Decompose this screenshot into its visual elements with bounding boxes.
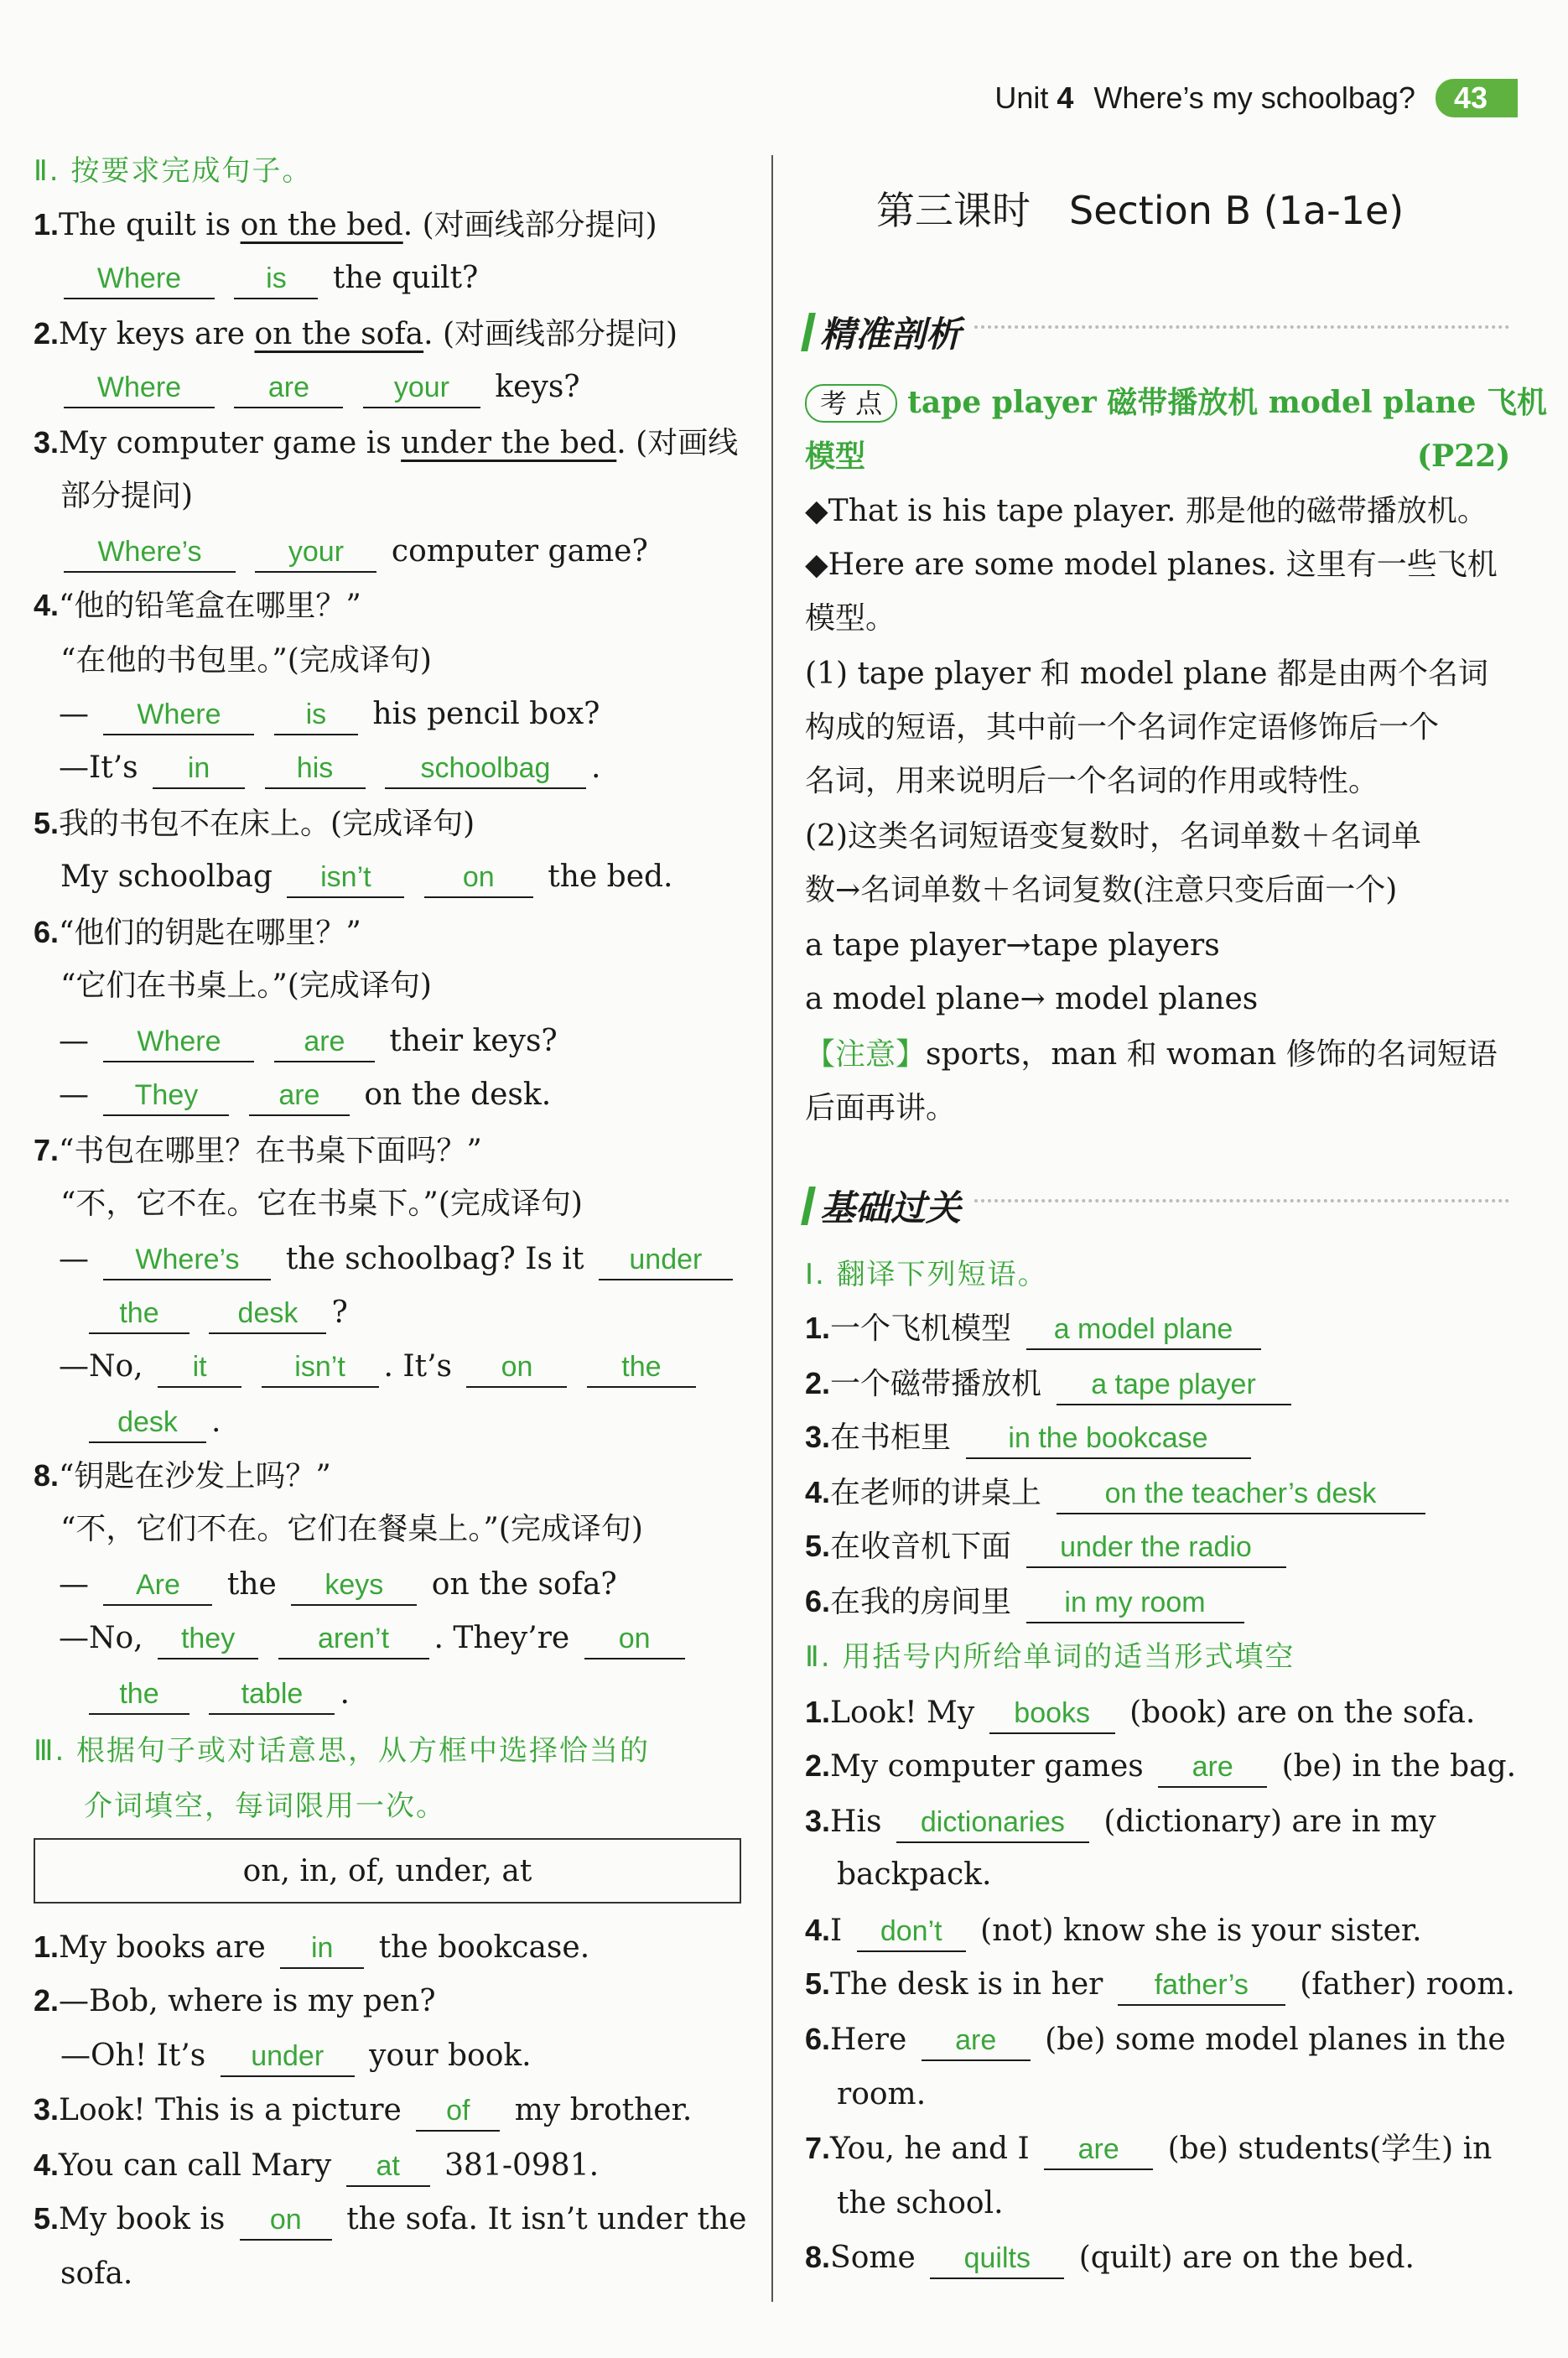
key-point-ref: (P22) <box>1417 439 1511 474</box>
band-label: 基础过关 <box>820 1187 962 1228</box>
blank[interactable]: books <box>989 1694 1115 1734</box>
blank[interactable]: is <box>274 695 358 735</box>
blank[interactable]: desk <box>209 1294 326 1334</box>
unit-label: Unit 4 <box>994 81 1074 115</box>
fill-7: 7.You, he and I are (be) students(学生) in <box>805 2127 1492 2171</box>
blank[interactable]: are <box>249 1076 350 1116</box>
answer-8a: — Are the keys on the sofa? <box>59 1563 617 1607</box>
blank[interactable]: it <box>158 1348 241 1388</box>
fill-1: 1.Look! My books (book) are on the sofa. <box>805 1691 1475 1735</box>
question-5: 5.我的书包不在床上。(完成译句) <box>34 806 475 841</box>
blank[interactable]: a tape player <box>1057 1365 1291 1405</box>
blank[interactable]: in <box>153 749 245 789</box>
band-dots <box>974 325 1509 339</box>
preposition-5b: sofa. <box>60 2257 133 2291</box>
page-header <box>994 77 1518 119</box>
band-label: 精准剖析 <box>820 314 962 355</box>
answer-8c: the table . <box>84 1672 350 1716</box>
page-number: 43 <box>1436 79 1518 117</box>
fill-3-cont: backpack. <box>837 1857 992 1892</box>
question-3: 3.My computer game is under the bed. (对画线 <box>34 425 739 460</box>
blank[interactable]: at <box>346 2147 430 2187</box>
note-1b: 构成的短语，其中前一个名词作定语修饰后一个 <box>805 710 1440 745</box>
answer-3: Where’s your computer game? <box>59 530 648 574</box>
blank[interactable]: aren’t <box>278 1619 429 1659</box>
example-plural-2: a model plane→ model planes <box>805 982 1259 1016</box>
fill-2: 2.My computer games are (be) in the bag. <box>805 1744 1516 1789</box>
blank[interactable]: a model plane <box>1026 1310 1261 1350</box>
note-1: (1) tape player 和 model plane 都是由两个名词 <box>805 657 1488 691</box>
answer-5: My schoolbag isn’t on the bed. <box>60 855 673 899</box>
fill-6-cont: room. <box>837 2077 927 2111</box>
blank[interactable]: isn’t <box>287 858 404 898</box>
fill-7-cont: the school. <box>837 2186 1004 2220</box>
blank[interactable]: Where <box>64 368 215 408</box>
answer-7b: the desk ? <box>84 1291 348 1335</box>
blank[interactable]: Where’s <box>103 1240 271 1280</box>
blank[interactable]: under <box>599 1240 733 1280</box>
example-2-cont: 模型。 <box>805 601 896 636</box>
attention-note-cont: 后面再讲。 <box>805 1091 957 1125</box>
blank[interactable]: are <box>922 2021 1031 2061</box>
note-1c: 名词，用来说明后一个名词的作用或特性。 <box>805 764 1379 798</box>
preposition-3: 3.Look! This is a picture of my brother. <box>34 2088 692 2132</box>
blank[interactable]: on <box>584 1619 685 1659</box>
blank[interactable]: dictionaries <box>896 1803 1089 1843</box>
blank[interactable]: table <box>209 1675 335 1715</box>
section-heading: Ⅱ. 按要求完成句子。 <box>34 154 313 188</box>
fill-5: 5.The desk is in her father’s (father) room. <box>805 1962 1515 2007</box>
blank[interactable]: the <box>89 1294 190 1334</box>
blank[interactable]: Where’s <box>64 532 236 573</box>
blank[interactable]: is <box>234 259 318 299</box>
blank[interactable]: They <box>103 1076 229 1116</box>
translate-6: 6.在我的房间里 in my room <box>805 1580 1249 1624</box>
preposition-4: 4.You can call Mary at 381-0981. <box>34 2143 599 2188</box>
fill-6: 6.Here are (be) some model planes in the <box>805 2018 1506 2062</box>
blank[interactable]: the <box>89 1675 190 1715</box>
answer-8b: —No, they aren’t . They’re on <box>59 1617 690 1660</box>
preposition-2: 2.—Bob, where is my pen? <box>34 1983 436 2018</box>
blank[interactable]: father’s <box>1118 1966 1285 2006</box>
answer-6a: — Where are their keys? <box>59 1020 558 1063</box>
translate-3: 3.在书柜里 in the bookcase <box>805 1415 1256 1460</box>
blank[interactable]: are <box>234 368 343 408</box>
blank[interactable]: on the teacher’s desk <box>1057 1474 1425 1514</box>
translate-5: 5.在收音机下面 under the radio <box>805 1524 1291 1569</box>
answer-4a: — Where is his pencil box? <box>59 693 600 736</box>
preposition-2b: —Oh! It’s under your book. <box>60 2034 532 2078</box>
band-analysis <box>805 309 1509 356</box>
question-6b: “它们在书桌上。”(完成译句) <box>60 969 432 1003</box>
answer-7c: —No, it isn’t . It’s on the <box>59 1345 701 1389</box>
translate-1: 1.一个飞机模型 a model plane <box>805 1306 1266 1351</box>
answer-6b: — They are on the desk. <box>59 1073 551 1117</box>
word-box: on, in, of, under, at <box>34 1838 741 1904</box>
question-7b: “不，它不在。它在书桌下。”(完成译句) <box>60 1187 583 1221</box>
answer-4b: —It’s in his schoolbag . <box>59 746 600 790</box>
blank[interactable]: under the radio <box>1026 1528 1286 1568</box>
answer-7a: — Where’s the schoolbag? Is it under <box>59 1238 738 1281</box>
question-6: 6.“他们的钥匙在哪里？” <box>34 915 361 950</box>
blank[interactable]: are <box>1158 1748 1267 1788</box>
question-8: 8.“钥匙在沙发上吗？” <box>34 1458 331 1493</box>
blank[interactable]: in my room <box>1026 1583 1244 1623</box>
blank[interactable]: in <box>280 1929 364 1969</box>
question-7: 7.“书包在哪里？在书桌下面吗？” <box>34 1133 482 1168</box>
blank[interactable]: your <box>255 532 376 573</box>
blank[interactable]: are <box>274 1022 375 1062</box>
blank[interactable]: isn’t <box>262 1348 379 1388</box>
blank[interactable]: are <box>1044 2130 1153 2170</box>
section-heading: Ⅲ. 根据句子或对话意思，从方框中选择恰当的 <box>34 1734 651 1768</box>
preposition-1: 1.My books are in the bookcase. <box>34 1925 589 1970</box>
lesson-title: 第三课时 Section B (1a-1e) <box>876 188 1404 233</box>
blank[interactable]: they <box>158 1619 258 1659</box>
blank[interactable]: Are <box>103 1566 212 1606</box>
band-dots <box>974 1199 1509 1213</box>
translate-2: 2.一个磁带播放机 a tape player <box>805 1362 1296 1406</box>
fill-3: 3.His dictionaries (dictionary) are in my <box>805 1800 1436 1844</box>
translate-4: 4.在老师的讲桌上 on the teacher’s desk <box>805 1471 1430 1515</box>
blank[interactable]: on <box>240 2200 332 2241</box>
answer-2: Where are your keys? <box>59 366 580 409</box>
fill-4: 4.I don’t (not) know she is your sister. <box>805 1909 1422 1953</box>
blank[interactable]: schoolbag <box>385 749 586 789</box>
section-heading: Ⅰ. 翻译下列短语。 <box>805 1258 1048 1291</box>
unit-title: Where’s my schoolbag? <box>1093 81 1415 115</box>
key-point-tag: 考 点 <box>805 384 897 423</box>
question-1: 1.The quilt is on the bed. (对画线部分提问) <box>34 207 657 242</box>
band-bar <box>801 313 816 351</box>
blank[interactable]: desk <box>89 1403 206 1443</box>
blank[interactable]: keys <box>291 1566 417 1606</box>
answer-7d: desk . <box>84 1400 221 1444</box>
blank[interactable]: Where <box>103 695 254 735</box>
question-4b: “在他的书包里。”(完成译句) <box>60 643 432 678</box>
blank[interactable]: on <box>466 1348 567 1388</box>
column-divider <box>771 155 773 2302</box>
question-3-cont: 部分提问) <box>60 479 194 513</box>
preposition-5: 5.My book is on the sofa. It isn’t under the <box>34 2197 746 2241</box>
blank[interactable]: his <box>265 749 366 789</box>
blank[interactable]: under <box>221 2037 355 2077</box>
blank[interactable]: your <box>363 368 480 408</box>
section-heading-cont: 介词填空，每词限用一次。 <box>84 1789 446 1823</box>
fill-8: 8.Some quilts (quilt) are on the bed. <box>805 2236 1415 2280</box>
question-2: 2.My keys are on the sofa. (对画线部分提问) <box>34 316 678 351</box>
example-2: ◆Here are some model planes. 这里有一些飞机 <box>805 548 1498 582</box>
key-point: 考 点 tape player 磁带播放机 model plane 飞机 <box>805 381 1547 425</box>
blank[interactable]: in the bookcase <box>966 1419 1251 1459</box>
band-bar <box>801 1187 816 1225</box>
example-1: ◆That is his tape player. 那是他的磁带播放机。 <box>805 494 1488 528</box>
note-2b: 数→名词单数＋名词复数(注意只变后面一个) <box>805 873 1398 907</box>
answer-1: Where is the quilt? <box>59 257 478 300</box>
blank[interactable]: Where <box>64 259 215 299</box>
question-4: 4.“他的铅笔盒在哪里？” <box>34 588 361 623</box>
example-plural-1: a tape player→tape players <box>805 928 1220 963</box>
section-heading: Ⅱ. 用括号内所给单词的适当形式填空 <box>805 1640 1295 1674</box>
blank[interactable]: quilts <box>930 2239 1064 2279</box>
question-8b: “不，它们不在。它们在餐桌上。”(完成译句) <box>60 1512 643 1546</box>
blank[interactable]: on <box>424 858 533 898</box>
blank[interactable]: the <box>587 1348 696 1388</box>
blank[interactable]: Where <box>103 1022 254 1062</box>
key-point-cont: 模型 <box>805 439 866 474</box>
blank[interactable]: don’t <box>857 1912 966 1952</box>
band-basics <box>805 1182 1509 1229</box>
blank[interactable]: of <box>416 2091 500 2132</box>
attention-note: 【注意】sports，man 和 woman 修饰的名词短语 <box>805 1037 1498 1072</box>
note-2: (2)这类名词短语变复数时，名词单数＋名词单 <box>805 819 1421 854</box>
